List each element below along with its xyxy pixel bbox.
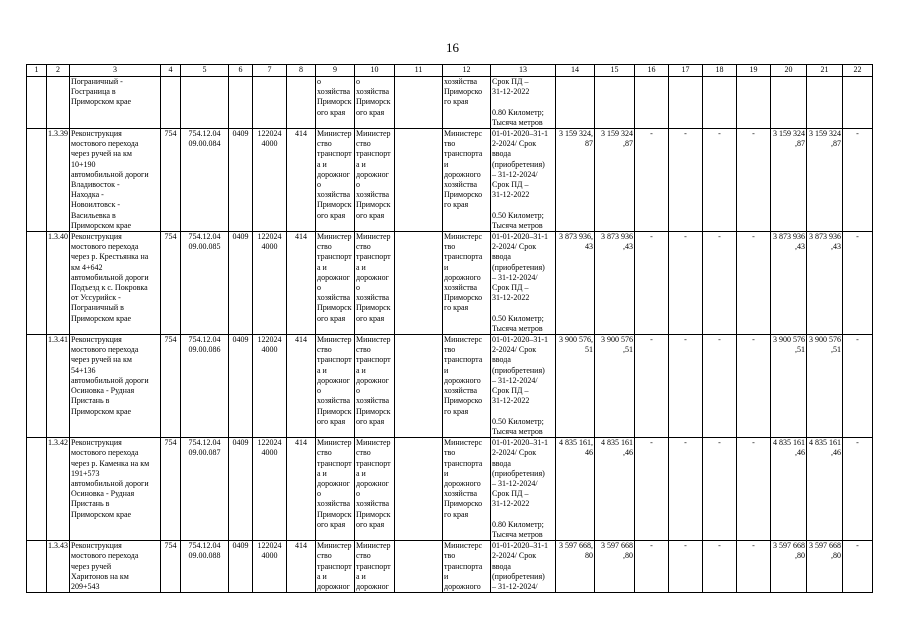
budget-value: 3 159 324 ,87 (595, 129, 635, 232)
table-row (27, 129, 873, 232)
terms-capacity: 01-01-2020–31-1 2-2024/ Срок ввода (приобретения) – 31-12-2024/ Срок ПД – 31-12-2022 0.50 Километр; Тысяча метров (491, 129, 556, 232)
target-code: 754.12.04 09.00.085 (181, 232, 229, 335)
object-name: Реконструкция мостового перехода через ручей на км 10+190 автомобильной дороги Владивосток - Находка - Новоилтовск - Васильевка в Приморском крае (70, 129, 161, 232)
row-number (47, 77, 70, 129)
budget-value: 4 835 161 ,46 (595, 438, 635, 541)
terms-capacity: 01-01-2020–31-1 2-2024/ Срок ввода (приобретения) – 31-12-2024/ Срок ПД – 31-12-2022 0.50 Километр; Тысяча метров (491, 335, 556, 438)
customer: Министер ство транспорт а и дорожног о хозяйства Приморск ого края (316, 335, 355, 438)
table-row (27, 335, 873, 438)
row-index-cell (27, 438, 47, 541)
column-header: 14 (556, 65, 595, 77)
column-header: 13 (491, 65, 556, 77)
developer: Министер ство транспорт а и дорожног о хозяйства Приморск ого края (355, 232, 395, 335)
grbs-code (161, 77, 181, 129)
column-header: 8 (287, 65, 316, 77)
column-header: 16 (635, 65, 669, 77)
developer: о хозяйства Приморск ого края (355, 77, 395, 129)
value-18: - (703, 129, 737, 232)
expense-code: 122024 4000 (253, 129, 287, 232)
target-code (181, 77, 229, 129)
table-row (27, 232, 873, 335)
total-value: 3 900 576, 51 (556, 335, 595, 438)
value-18: - (703, 335, 737, 438)
column-header: 1 (27, 65, 47, 77)
value-19: - (737, 541, 771, 593)
value-19: - (737, 335, 771, 438)
row-index-cell (27, 335, 47, 438)
section-code: 0409 (229, 232, 253, 335)
value-17: - (669, 438, 703, 541)
page-number: 16 (446, 40, 459, 55)
column-header: 12 (443, 65, 491, 77)
empty-cell (395, 541, 443, 593)
expense-code: 122024 4000 (253, 438, 287, 541)
row-index-cell (27, 541, 47, 593)
row-index-cell (27, 77, 47, 129)
column-header: 18 (703, 65, 737, 77)
value-22: - (843, 129, 873, 232)
column-header: 20 (771, 65, 807, 77)
row-number: 1.3.42 (47, 438, 70, 541)
expense-code: 122024 4000 (253, 335, 287, 438)
empty-cell (395, 232, 443, 335)
column-header: 19 (737, 65, 771, 77)
developer: Министер ство транспорт а и дорожног о хозяйства Приморск ого края (355, 129, 395, 232)
column-header: 4 (161, 65, 181, 77)
column-header: 22 (843, 65, 873, 77)
column-header: 2 (47, 65, 70, 77)
section-code (229, 77, 253, 129)
budget-value: 3 597 668 ,80 (595, 541, 635, 593)
value-16: - (635, 335, 669, 438)
section-code: 0409 (229, 335, 253, 438)
customer: Министер ство транспорт а и дорожног о хозяйства Приморск ого края (316, 438, 355, 541)
responsible: Министерс тво транспорта и дорожного хозяйства Приморско го края (443, 232, 491, 335)
grbs-code: 754 (161, 129, 181, 232)
responsible: хозяйства Приморско го края (443, 77, 491, 129)
table-row (27, 77, 873, 129)
value-21: 3 900 576 ,51 (807, 335, 843, 438)
terms-capacity: 01-01-2020–31-1 2-2024/ Срок ввода (приобретения) – 31-12-2024/ (491, 541, 556, 593)
column-header: 10 (355, 65, 395, 77)
value-19 (737, 77, 771, 129)
value-21: 3 873 936 ,43 (807, 232, 843, 335)
expense-code: 122024 4000 (253, 541, 287, 593)
column-header: 3 (70, 65, 161, 77)
value-19: - (737, 232, 771, 335)
total-value (556, 77, 595, 129)
value-19: - (737, 438, 771, 541)
empty-cell (395, 438, 443, 541)
value-22: - (843, 232, 873, 335)
value-20 (771, 77, 807, 129)
row-number: 1.3.41 (47, 335, 70, 438)
terms-capacity: 01-01-2020–31-1 2-2024/ Срок ввода (приобретения) – 31-12-2024/ Срок ПД – 31-12-2022 0.80 Километр; Тысяча метров (491, 438, 556, 541)
row-number: 1.3.40 (47, 232, 70, 335)
table-row (27, 541, 873, 593)
responsible: Министерс тво транспорта и дорожного (443, 541, 491, 593)
value-21 (807, 77, 843, 129)
value-21: 3 597 668 ,80 (807, 541, 843, 593)
value-17: - (669, 232, 703, 335)
expense-code: 122024 4000 (253, 232, 287, 335)
target-code: 754.12.04 09.00.088 (181, 541, 229, 593)
budget-table (26, 64, 873, 593)
value-18 (703, 77, 737, 129)
column-header: 5 (181, 65, 229, 77)
row-number: 1.3.43 (47, 541, 70, 593)
column-header: 7 (253, 65, 287, 77)
value-20: 3 597 668 ,80 (771, 541, 807, 593)
grbs-code: 754 (161, 232, 181, 335)
object-name: Пограничный - Госграница в Приморском крае (70, 77, 161, 129)
value-22: - (843, 438, 873, 541)
customer: Министер ство транспорт а и дорожног о хозяйства Приморск ого края (316, 232, 355, 335)
type-code: 414 (287, 541, 316, 593)
value-17 (669, 77, 703, 129)
customer: Министер ство транспорт а и дорожног о хозяйства Приморск ого края (316, 129, 355, 232)
grbs-code: 754 (161, 335, 181, 438)
terms-capacity: 01-01-2020–31-1 2-2024/ Срок ввода (приобретения) – 31-12-2024/ Срок ПД – 31-12-2022 0.50 Километр; Тысяча метров (491, 232, 556, 335)
object-name: Реконструкция мостового перехода через р. Каменка на км 191+573 автомобильной дороги Осиновка - Рудная Пристань в Приморском крае (70, 438, 161, 541)
type-code (287, 77, 316, 129)
responsible: Министерс тво транспорта и дорожного хозяйства Приморско го края (443, 438, 491, 541)
empty-cell (395, 129, 443, 232)
column-header: 9 (316, 65, 355, 77)
column-header: 11 (395, 65, 443, 77)
target-code: 754.12.04 09.00.084 (181, 129, 229, 232)
value-20: 3 159 324 ,87 (771, 129, 807, 232)
target-code: 754.12.04 09.00.087 (181, 438, 229, 541)
column-header: 21 (807, 65, 843, 77)
grbs-code: 754 (161, 438, 181, 541)
row-index-cell (27, 129, 47, 232)
column-header: 15 (595, 65, 635, 77)
target-code: 754.12.04 09.00.086 (181, 335, 229, 438)
type-code: 414 (287, 438, 316, 541)
column-number-row (27, 65, 873, 77)
value-16 (635, 77, 669, 129)
terms-capacity: Срок ПД – 31-12-2022 0.80 Километр; Тысяча метров (491, 77, 556, 129)
total-value: 3 597 668, 80 (556, 541, 595, 593)
value-20: 4 835 161 ,46 (771, 438, 807, 541)
empty-cell (395, 335, 443, 438)
column-header: 17 (669, 65, 703, 77)
value-20: 3 900 576 ,51 (771, 335, 807, 438)
section-code: 0409 (229, 438, 253, 541)
object-name: Реконструкция мостового перехода через ручей Харитонов на км 209+543 (70, 541, 161, 593)
budget-value: 3 900 576 ,51 (595, 335, 635, 438)
value-16: - (635, 232, 669, 335)
grbs-code: 754 (161, 541, 181, 593)
developer: Министер ство транспорт а и дорожног (355, 541, 395, 593)
empty-cell (395, 77, 443, 129)
object-name: Реконструкция мостового перехода через р. Крестьянка на км 4+642 автомобильной дороги Подъезд к с. Покровка от Уссурийск - Пограничный в Приморском крае (70, 232, 161, 335)
row-index-cell (27, 232, 47, 335)
value-16: - (635, 438, 669, 541)
value-17: - (669, 129, 703, 232)
total-value: 3 873 936, 43 (556, 232, 595, 335)
responsible: Министерс тво транспорта и дорожного хозяйства Приморско го края (443, 335, 491, 438)
section-code: 0409 (229, 129, 253, 232)
total-value: 3 159 324, 87 (556, 129, 595, 232)
value-16: - (635, 129, 669, 232)
table-row (27, 438, 873, 541)
type-code: 414 (287, 232, 316, 335)
budget-value: 3 873 936 ,43 (595, 232, 635, 335)
expense-code (253, 77, 287, 129)
customer: Министер ство транспорт а и дорожног (316, 541, 355, 593)
value-21: 3 159 324 ,87 (807, 129, 843, 232)
value-17: - (669, 335, 703, 438)
budget-value (595, 77, 635, 129)
value-21: 4 835 161 ,46 (807, 438, 843, 541)
object-name: Реконструкция мостового перехода через ручей на км 54+136 автомобильной дороги Осиновка - Рудная Пристань в Приморском крае (70, 335, 161, 438)
type-code: 414 (287, 335, 316, 438)
type-code: 414 (287, 129, 316, 232)
value-16: - (635, 541, 669, 593)
value-18: - (703, 541, 737, 593)
value-22: - (843, 541, 873, 593)
value-17: - (669, 541, 703, 593)
section-code: 0409 (229, 541, 253, 593)
value-22: - (843, 335, 873, 438)
value-22 (843, 77, 873, 129)
value-18: - (703, 438, 737, 541)
developer: Министер ство транспорт а и дорожног о хозяйства Приморск ого края (355, 438, 395, 541)
value-18: - (703, 232, 737, 335)
column-header: 6 (229, 65, 253, 77)
value-19: - (737, 129, 771, 232)
responsible: Министерс тво транспорта и дорожного хозяйства Приморско го края (443, 129, 491, 232)
customer: о хозяйства Приморск ого края (316, 77, 355, 129)
row-number: 1.3.39 (47, 129, 70, 232)
value-20: 3 873 936 ,43 (771, 232, 807, 335)
developer: Министер ство транспорт а и дорожног о хозяйства Приморск ого края (355, 335, 395, 438)
total-value: 4 835 161, 46 (556, 438, 595, 541)
